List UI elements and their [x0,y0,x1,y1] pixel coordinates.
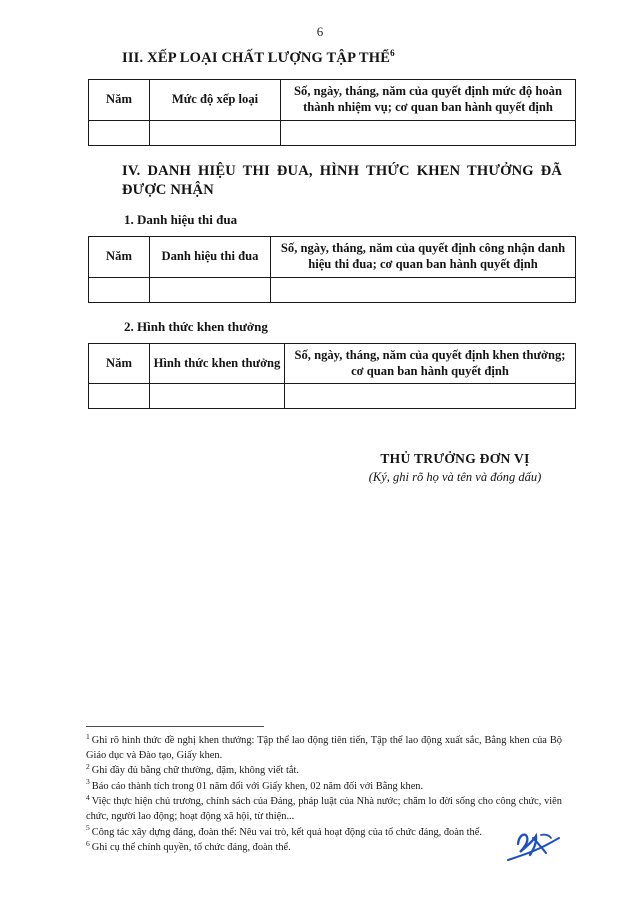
section-iii-footnote-ref: 6 [390,48,395,59]
cell-decision-info[interactable] [271,277,576,302]
footnote-item [86,731,562,764]
table-reward-forms [88,343,576,410]
column-header-year: Năm [89,236,150,277]
column-header-decision-info: Số, ngày, tháng, năm của quyết định khen thưởng; cơ quan ban hành quyết định [285,343,576,384]
signature-block [330,451,580,485]
section-iv-heading-line1: IV. DANH HIỆU THI ĐUA, HÌNH THỨC KHEN THƯỞNG ĐÃ [122,162,563,179]
footnote-item [86,764,562,779]
table-row [89,277,576,302]
footnote-number: 3 [86,777,90,787]
table-header-row [89,80,576,121]
footnote-text: Báo cáo thành tích trong 01 năm đối với Giấy khen, 02 năm đối với Bằng khen. [91,780,424,792]
table-row [89,384,576,409]
footnote-item [86,838,562,856]
table-quality-classification [88,79,576,146]
handwritten-signature-mark [506,826,566,872]
table-header-row [89,236,576,277]
signature-ink-icon [506,826,566,872]
footnote-number: 4 [86,792,90,802]
column-header-decision-info: Số, ngày, tháng, năm của quyết định mức độ hoàn thành nhiệm vụ; cơ quan ban hành quyết định [281,80,576,121]
footnote-number: 5 [86,823,90,833]
cell-reward-form[interactable] [150,384,285,409]
cell-decision-info[interactable] [285,384,576,409]
table-row [89,120,576,145]
footnote-text: Ghi đầy đủ bằng chữ thường, đậm, không viết tắt. [91,765,300,777]
column-header-year: Năm [89,80,150,121]
cell-year[interactable] [89,277,150,302]
column-header-year: Năm [89,343,150,384]
table-header-row [89,343,576,384]
footnote-item [86,823,562,841]
cell-emulation-title[interactable] [150,277,271,302]
cell-classification-level[interactable] [150,120,281,145]
cell-year[interactable] [89,384,150,409]
footnotes-section [86,726,562,857]
column-header-reward-form: Hình thức khen thưởng [150,343,285,384]
footnote-text: Công tác xây dựng đảng, đoàn thể: Nêu vai trò, kết quả hoạt động của tổ chức đảng, đoàn thể. [91,826,482,838]
footnote-number: 6 [86,838,90,848]
footnote-separator-line [86,726,264,727]
section-iv-heading [88,162,576,200]
column-header-decision-info: Số, ngày, tháng, năm của quyết định công nhận danh hiệu thi đua; cơ quan ban hành quyết định [271,236,576,277]
footnote-text: Việc thực hiện chủ trương, chính sách của Đảng, pháp luật của Nhà nước; chăm lo đời sống cho công chức, viên chức, người lao động; hoạt động xã hội, từ thiện... [86,796,562,823]
section-iv-heading-line2: ĐƯỢC NHẬN [122,181,214,198]
cell-decision-info[interactable] [281,120,576,145]
page-number: 6 [316,24,324,39]
table-emulation-titles [88,236,576,303]
footnote-text: Ghi rõ hình thức đề nghị khen thưởng: Tập thể lao động tiên tiến, Tập thể lao động xuất sắc, Bằng khen của Bộ Giáo dục và Đào tạo, Giấy khen. [86,735,562,761]
footnote-item [86,777,562,795]
footnote-text: Ghi cụ thể chính quyền, tổ chức đảng, đoàn thể. [91,842,291,854]
document-content [88,50,576,425]
column-header-emulation-title: Danh hiệu thi đua [150,236,271,277]
cell-year[interactable] [89,120,150,145]
signature-instruction: (Ký, ghi rõ họ và tên và đóng dấu) [368,470,542,484]
footnote-number: 1 [86,731,90,741]
footnote-item [86,792,562,825]
signature-title: THỦ TRƯỞNG ĐƠN VỊ [380,451,530,466]
subsection-1-heading: 1. Danh hiệu thi đua [124,211,238,227]
section-iii-heading [88,50,576,67]
subsection-2-heading: 2. Hình thức khen thưởng [124,318,268,334]
section-iii-heading-text: III. XẾP LOẠI CHẤT LƯỢNG TẬP THỂ [122,50,391,66]
footnote-number: 2 [86,762,90,771]
column-header-classification-level: Mức độ xếp loại [150,80,281,121]
